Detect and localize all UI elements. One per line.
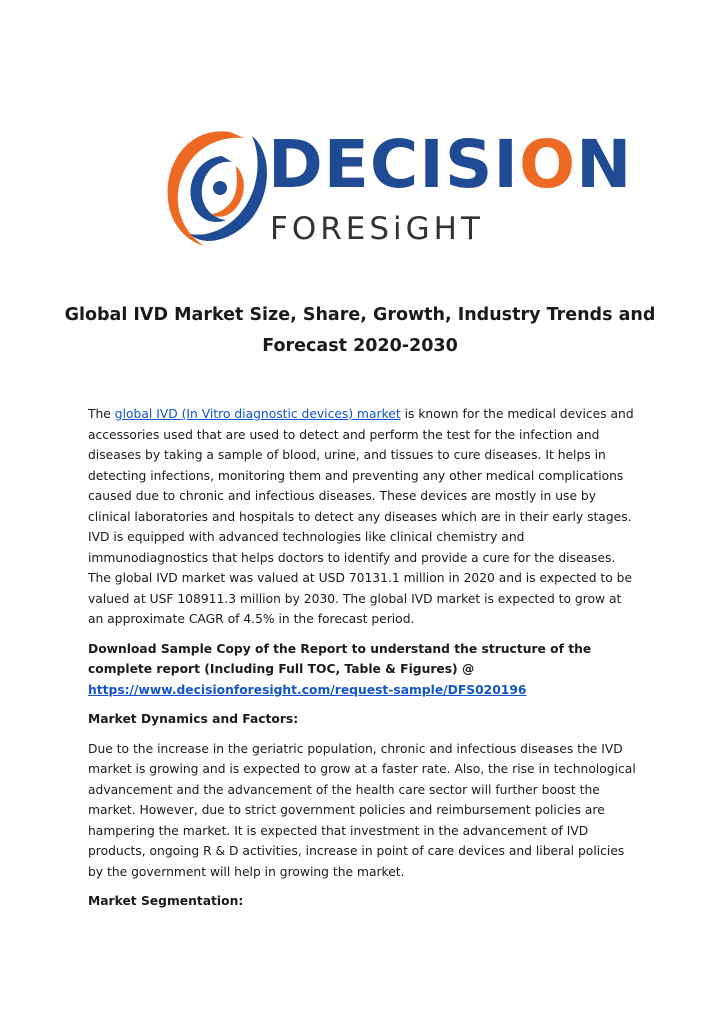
market-dynamics-heading: Market Dynamics and Factors: bbox=[88, 712, 299, 726]
document-title bbox=[60, 300, 660, 362]
decision-foresight-logo bbox=[160, 118, 633, 258]
request-sample-link[interactable]: https://www.decisionforesight.com/request-sample/DFS020196 bbox=[88, 682, 527, 697]
title-line-2: Forecast 2020-2030 bbox=[262, 336, 458, 356]
logo-swirl-icon bbox=[160, 122, 272, 250]
document-body bbox=[88, 404, 636, 921]
ivd-market-link[interactable]: global IVD (In Vitro diagnostic devices) market bbox=[114, 407, 401, 421]
market-segmentation-heading: Market Segmentation: bbox=[88, 894, 244, 908]
logo-wordmark-foresight: FORESiGHT bbox=[270, 211, 484, 247]
market-dynamics-paragraph: Due to the increase in the geriatric population, chronic and infectious diseases the IVD market is growing and is expected to grow at a faster rate. Also, the rise in technological advancement and the advancement of the health care sector will further boost the market. However, due to strict government policies and reimbursement policies are hampering the market. It is expected that investment in the advancement of IVD products, ongoing R & D activities, increase in point of care devices and liberal policies by the government will help in growing the market. bbox=[88, 741, 636, 879]
intro-paragraph: The global IVD (In Vitro diagnostic devices) market is known for the medical devices and accessories used that are used to detect and perform the test for the infection and diseases by taking a sample of blood, urine, and tissues to cure diseases. It helps in detecting infections, monitoring them and preventing any other medical complications caused due to chronic and infectious diseases. These devices are mostly in use by clinical laboratories and hospitals to detect any diseases which are in their early stages. IVD is equipped with advanced technologies like clinical chemistry and immunodiagnostics that helps doctors to identify and provide a cure for the diseases. The global IVD market was valued at USD 70131.1 million in 2020 and is expected to be valued at USF 108911.3 million by 2030. The global IVD market is expected to grow at an approximate CAGR of 4.5% in the forecast period. bbox=[88, 407, 634, 626]
logo-wordmark-decision: DECISION bbox=[268, 126, 633, 203]
download-sample-paragraph: Download Sample Copy of the Report to understand the structure of the complete report (Including Full TOC, Table & Figures) @ https://www.decisionforesight.com/request-sample/DFS020196 bbox=[88, 641, 592, 697]
title-line-1: Global IVD Market Size, Share, Growth, Industry Trends and bbox=[64, 305, 656, 325]
